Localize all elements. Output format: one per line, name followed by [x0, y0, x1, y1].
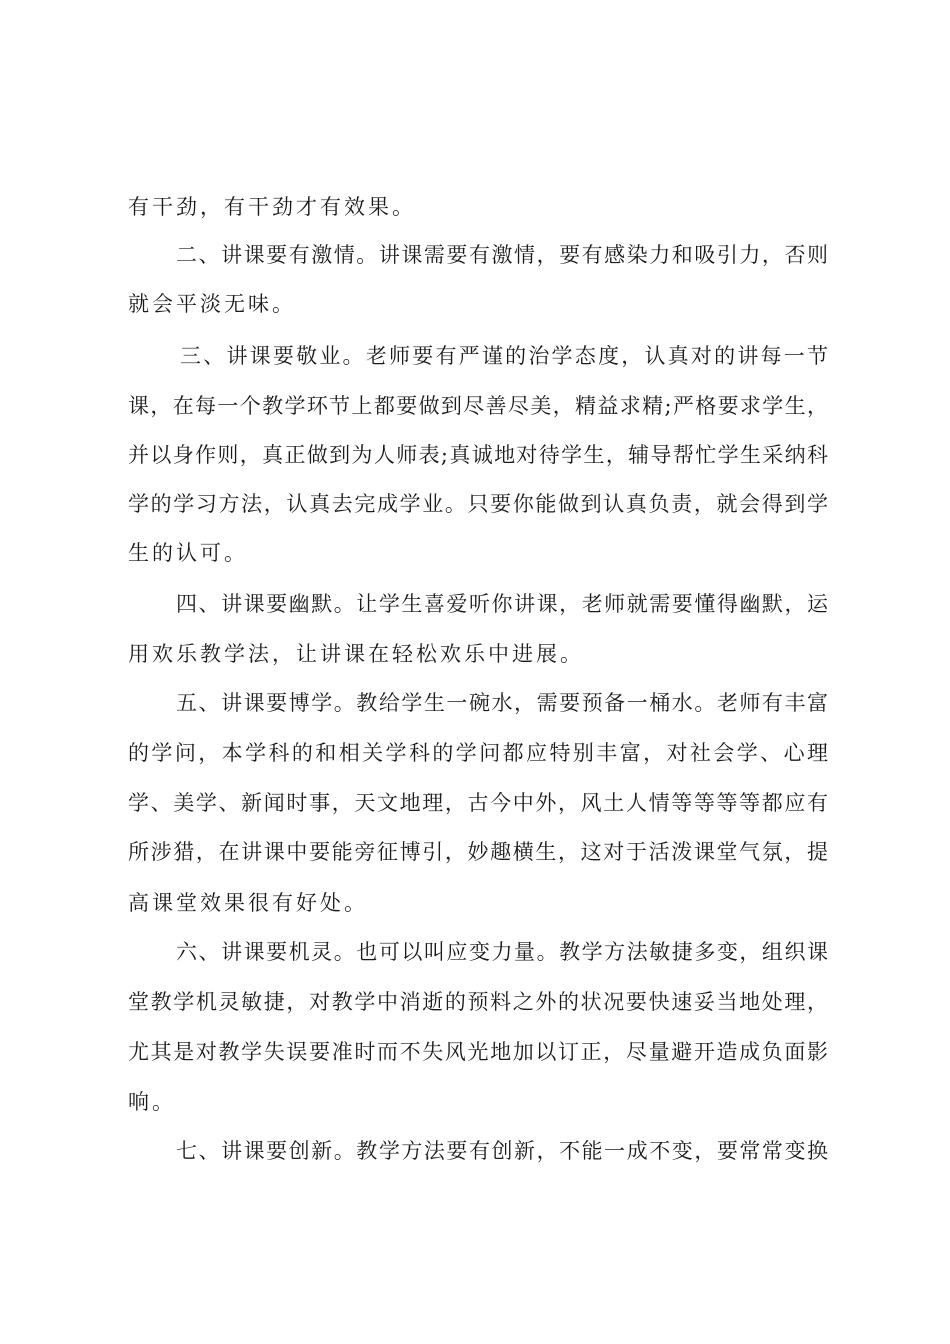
text-line: 七、讲课要创新。教学方法要有创新，不能一成不变，要常常变换: [176, 1139, 828, 1163]
text-line: 四、讲课要幽默。让学生喜爱听你讲课，老师就需要懂得幽默，运: [176, 592, 828, 616]
text-line: 堂教学机灵敏捷，对教学中消逝的预料之外的状况要快速妥当地处理，: [128, 990, 828, 1014]
text-line: 二、讲课要有激情。讲课需要有激情，要有感染力和吸引力，否则: [176, 243, 828, 267]
text-line: 高课堂效果很有好处。: [128, 891, 368, 915]
text-line: 学的学习方法，认真去完成学业。只要你能做到认真负责，就会得到学: [128, 492, 828, 516]
text-line: 六、讲课要机灵。也可以叫应变力量。教学方法敏捷多变，组织课: [176, 940, 828, 964]
text-line: 生的认可。: [128, 541, 248, 565]
text-line: 课，在每一个教学环节上都要做到尽善尽美，精益求精;严格要求学生，: [128, 394, 828, 418]
text-line: 五、讲课要博学。教给学生一碗水，需要预备一桶水。老师有丰富: [176, 691, 828, 715]
text-line: 尤其是对教学失误要准时而不失风光地加以订正，尽量避开造成负面影: [128, 1040, 828, 1064]
text-line: 所涉猎，在讲课中要能旁征博引，妙趣横生，这对于活泼课堂气氛，提: [128, 840, 828, 864]
text-line: 的学问，本学科的和相关学科的学问都应特别丰富，对社会学、心理: [128, 741, 828, 765]
text-line: 就会平淡无味。: [128, 292, 296, 316]
text-line: 并以身作则，真正做到为人师表;真诚地对待学生，辅导帮忙学生采纳科: [128, 443, 828, 467]
text-line: 学、美学、新闻时事，天文地理，古今中外，风土人情等等等等都应有: [128, 791, 828, 815]
text-line: 三、讲课要敬业。老师要有严谨的治学态度，认真对的讲每一节: [180, 344, 828, 368]
text-line: 有干劲，有干劲才有效果。: [128, 195, 416, 219]
text-line: 用欢乐教学法，让讲课在轻松欢乐中进展。: [128, 642, 584, 666]
text-line: 响。: [128, 1090, 176, 1114]
